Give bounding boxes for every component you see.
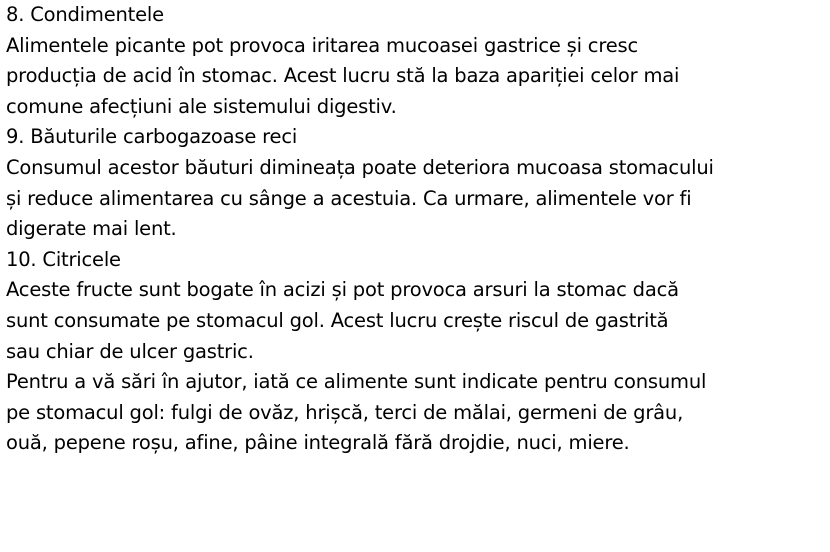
section-heading: 10. Citricele — [6, 247, 121, 271]
paragraph-line: sunt consumate pe stomacul gol. Acest lucru crește riscul de gastrită — [6, 308, 669, 332]
section-heading: 8. Condimentele — [6, 3, 164, 26]
paragraph-line: digerate mai lent. — [6, 217, 177, 241]
paragraph-line: Pentru a vă sări în ajutor, iată ce alimente sunt indicate pentru consumul — [6, 370, 707, 394]
paragraph-line: Aceste fructe sunt bogate în acizi și pot provoca arsuri la stomac dacă — [6, 278, 679, 302]
section-paragraph — [6, 153, 824, 245]
paragraph-line: Consumul acestor băuturi dimineața poate deteriora mucoasa stomacului — [6, 155, 714, 179]
section-bauturile-carbogazoase — [6, 122, 824, 244]
section-heading: 9. Băuturile carbogazoase reci — [6, 125, 298, 149]
paragraph-line: ouă, pepene roșu, afine, pâine integrală fără drojdie, nuci, miere. — [6, 431, 630, 455]
document-body — [6, 0, 824, 459]
closing-paragraph — [6, 367, 824, 459]
paragraph-line: Alimentele picante pot provoca iritarea mucoasei gastrice și cresc — [6, 33, 638, 57]
paragraph-line: și reduce alimentarea cu sânge a acestuia. Ca urmare, alimentele vor fi — [6, 186, 692, 210]
section-paragraph — [6, 275, 824, 367]
section-condimentele — [6, 0, 824, 122]
section-citricele — [6, 245, 824, 367]
paragraph-line: comune afecțiuni ale sistemului digestiv. — [6, 94, 397, 118]
paragraph-line: pe stomacul gol: fulgi de ovăz, hrișcă, terci de mălai, germeni de grâu, — [6, 400, 684, 424]
paragraph-line: producția de acid în stomac. Acest lucru stă la baza apariției celor mai — [6, 64, 680, 88]
paragraph-line: sau chiar de ulcer gastric. — [6, 339, 254, 363]
section-paragraph — [6, 31, 824, 123]
